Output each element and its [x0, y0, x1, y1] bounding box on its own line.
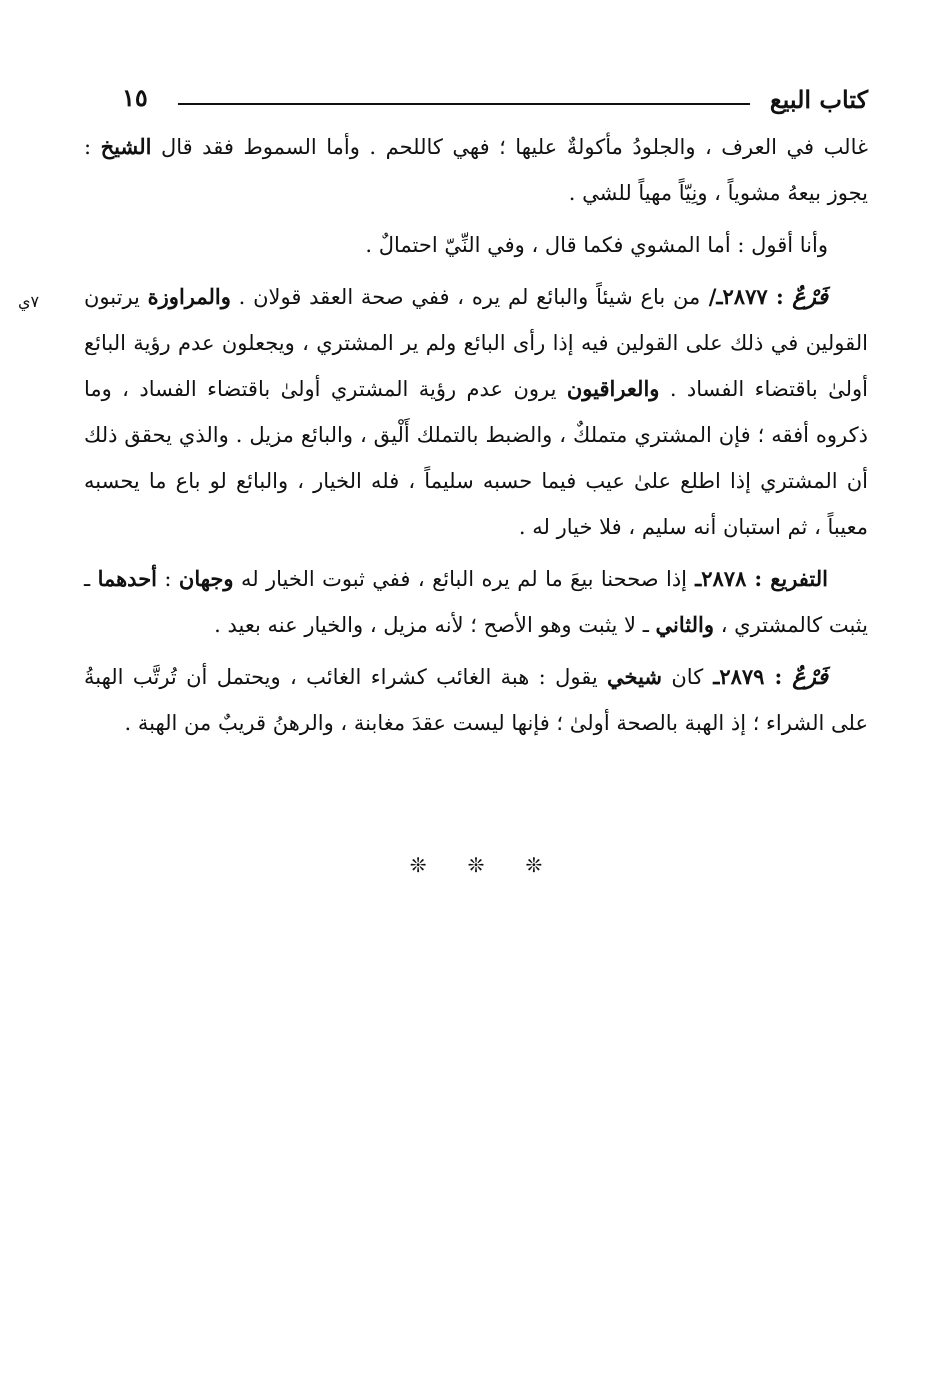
text-run: كان — [662, 665, 704, 689]
section-end-ornaments — [0, 853, 952, 877]
issue-number: : ٢٨٧٧ـ/ — [700, 284, 793, 309]
text-run: إذا صححنا بيعَ ما لم يره البائع ، ففي ثبوت الخيار له — [233, 567, 688, 591]
page-body — [84, 80, 868, 746]
ornament-star-icon: ❊ — [525, 853, 543, 877]
bold-term: الشيخ — [100, 134, 152, 159]
text-run: يرون عدم رؤية المشتري أولىٰ باقتضاء الفساد ، وما ذكروه أفقه ؛ فإن المشتري متملكٌ ، والضبط بالتملك أَلْيق ، والبائع مزيل . والذي يحقق ذلك أن المشتري إذا اطلع علىٰ عيب فيما حسبه سليماً ، فله الخيار ، والبائع لو باع ما يحسبه معيباً ، ثم استبان أنه سليم ، فلا خيار له . — [84, 377, 868, 539]
issue-number: : ٢٨٧٩ـ — [703, 664, 793, 689]
text-run: يرتبون القولين في ذلك على القولين فيه إذا رأى البائع ولم ير المشتري ، ويجعلون عدم رؤية البائع أولىٰ باقتضاء الفساد . — [84, 285, 868, 401]
paragraph-1 — [84, 124, 868, 216]
far-label: فَرْعٌ — [792, 284, 829, 310]
paragraph-2: وأنا أقول : أما المشوي فكما قال ، وفي النِّيّ احتمالٌ . — [365, 233, 828, 257]
paragraph-3 — [84, 274, 868, 550]
page-number: ١٥ — [122, 83, 148, 112]
text-run: ـ لا يثبت وهو الأصح ؛ لأنه مزيل ، والخيار عنه بعيد . — [214, 613, 656, 637]
text-run: : — [157, 567, 179, 591]
issue-number: : ٢٨٧٨ـ — [687, 566, 771, 591]
bold-term: التفريع — [770, 566, 829, 591]
text-run: يقول : هبة الغائب كشراء الغائب ، ويحتمل أن تُرتَّب الهبةُ على الشراء ؛ إذ الهبة بالصحة أولىٰ ؛ فإنها ليست عقدَ مغابنة ، والرهنُ قريبٌ من الهبة . — [84, 665, 868, 735]
text-run: غالب في العرف ، والجلودُ مأكولةٌ عليها ؛ فهي كاللحم . وأما السموط فقد قال — [160, 135, 868, 159]
bold-term: وجهان — [178, 566, 234, 591]
chapter-title: كتاب البيع — [769, 85, 868, 114]
text-run: : يجوز بيعهُ مشوياً ، ونِيّاً مهياً للشي . — [84, 135, 868, 205]
paragraph-5 — [84, 654, 868, 746]
text-run: ـ يثبت كالمشتري ، — [84, 567, 868, 637]
text-run: من باع شيئاً والبائع لم يره ، ففي صحة العقد قولان . — [230, 285, 701, 309]
header-rule — [178, 103, 750, 105]
ornament-star-icon: ❊ — [409, 853, 427, 877]
running-header — [84, 80, 868, 124]
bold-term: شيخي — [607, 664, 663, 689]
bold-term: والثاني — [655, 612, 715, 637]
far-label: فَرْعٌ — [792, 664, 828, 690]
bold-term: والمراوزة — [147, 284, 231, 309]
margin-note: ٧ي — [18, 292, 40, 311]
paragraph-4 — [84, 556, 868, 648]
ornament-star-icon: ❊ — [467, 853, 485, 877]
bold-term: والعراقيون — [566, 376, 660, 401]
bold-term: أحدهما — [97, 566, 158, 591]
